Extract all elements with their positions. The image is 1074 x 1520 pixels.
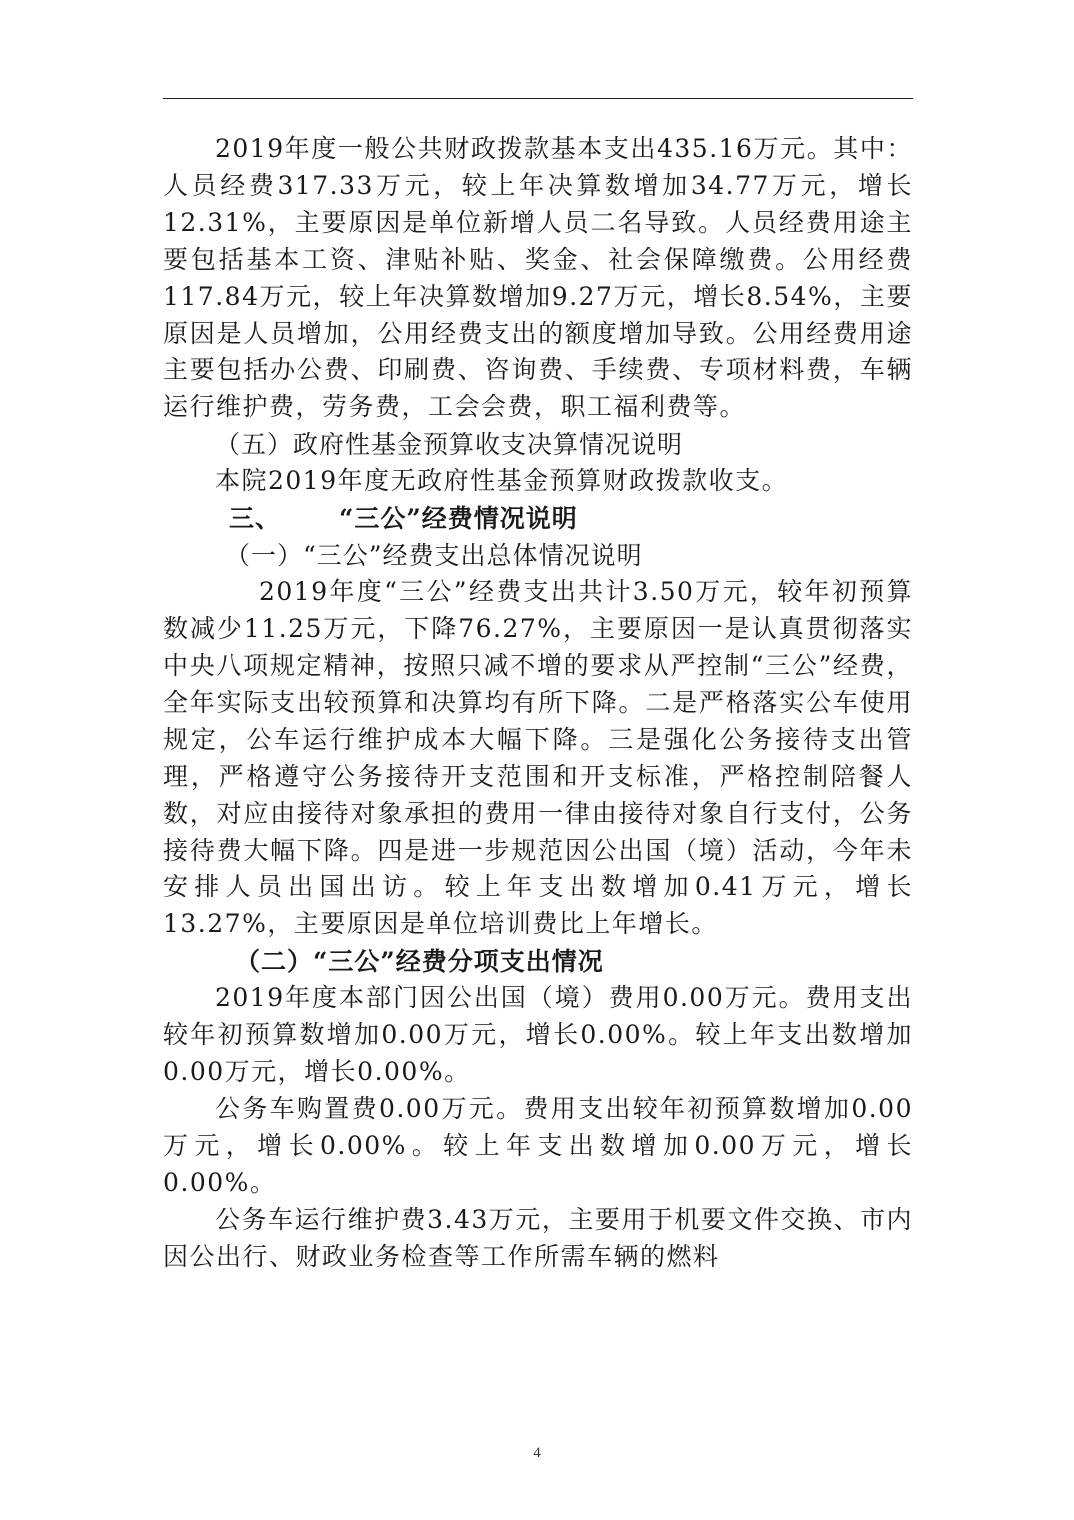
heading-overall-expenditure: （一）“三公”经费支出总体情况说明: [225, 541, 643, 571]
paragraph-basic-expenditure: 2019年度一般公共财政拨款基本支出435.16万元。其中：人员经费317.33万元，较上年决算数增加34.77万元，增长12.31%，主要原因是单位新增人员二名导致。人员经费用途主要包括基本工资、津贴补贴、奖金、社会保障缴费。公用经费117.84万元，较上年决算数增加9.27万元，增长8.54%，主要原因是人员增加，公用经费支出的额度增加导致。公用经费用途主要包括办公费、印刷费、咨询费、手续费、专项材料费，车辆运行维护费，劳务费，工会会费，职工福利费等。: [163, 134, 913, 422]
header-rule: [163, 98, 913, 99]
paragraph-vehicle-purchase: 公务车购置费0.00万元。费用支出较年初预算数增加0.00万元，增长0.00%。较上年支出数增加0.00万元，增长0.00%。: [163, 1093, 913, 1197]
page-number: 4: [533, 1445, 541, 1461]
heading-three-public: [163, 500, 913, 537]
heading-government-fund: （五）政府性基金预算收支决算情况说明: [215, 430, 684, 460]
document-body: [163, 131, 913, 1275]
heading-three-title: “三公”经费情况说明: [339, 504, 578, 534]
paragraph-overseas-travel: 2019年度本部门因公出国（境）费用0.00万元。费用支出较年初预算数增加0.00万元，增长0.00%。较上年支出数增加0.00万元，增长0.00%。: [163, 983, 913, 1087]
paragraph-vehicle-maintenance: 公务车运行维护费3.43万元，主要用于机要文件交换、市内因公出行、财政业务检查等工作所需车辆的燃料: [163, 1204, 913, 1271]
paragraph-government-fund: 本院2019年度无政府性基金预算财政拨款收支。: [215, 466, 789, 496]
paragraph-overall-expenditure: 2019年度“三公”经费支出共计3.50万元，较年初预算数减少11.25万元，下降76.27%，主要原因一是认真贯彻落实中央八项规定精神，按照只减不增的要求从严控制“三公”经费，全年实际支出较预算和决算均有所下降。二是严格落实公车使用规定，公车运行维护成本大幅下降。三是强化公务接待支出管理，严格遵守公务接待开支范围和开支标准，严格控制陪餐人数，对应由接待对象承担的费用一律由接待对象自行支付，公务接待费大幅下降。四是进一步规范因公出国（境）活动，今年未安排人员出国出访。较上年支出数增加0.41万元，增长13.27%，主要原因是单位培训费比上年增长。: [163, 577, 913, 939]
heading-three-number: 三、: [229, 504, 282, 534]
heading-itemized-expenditure: （二）“三公”经费分项支出情况: [235, 947, 604, 977]
